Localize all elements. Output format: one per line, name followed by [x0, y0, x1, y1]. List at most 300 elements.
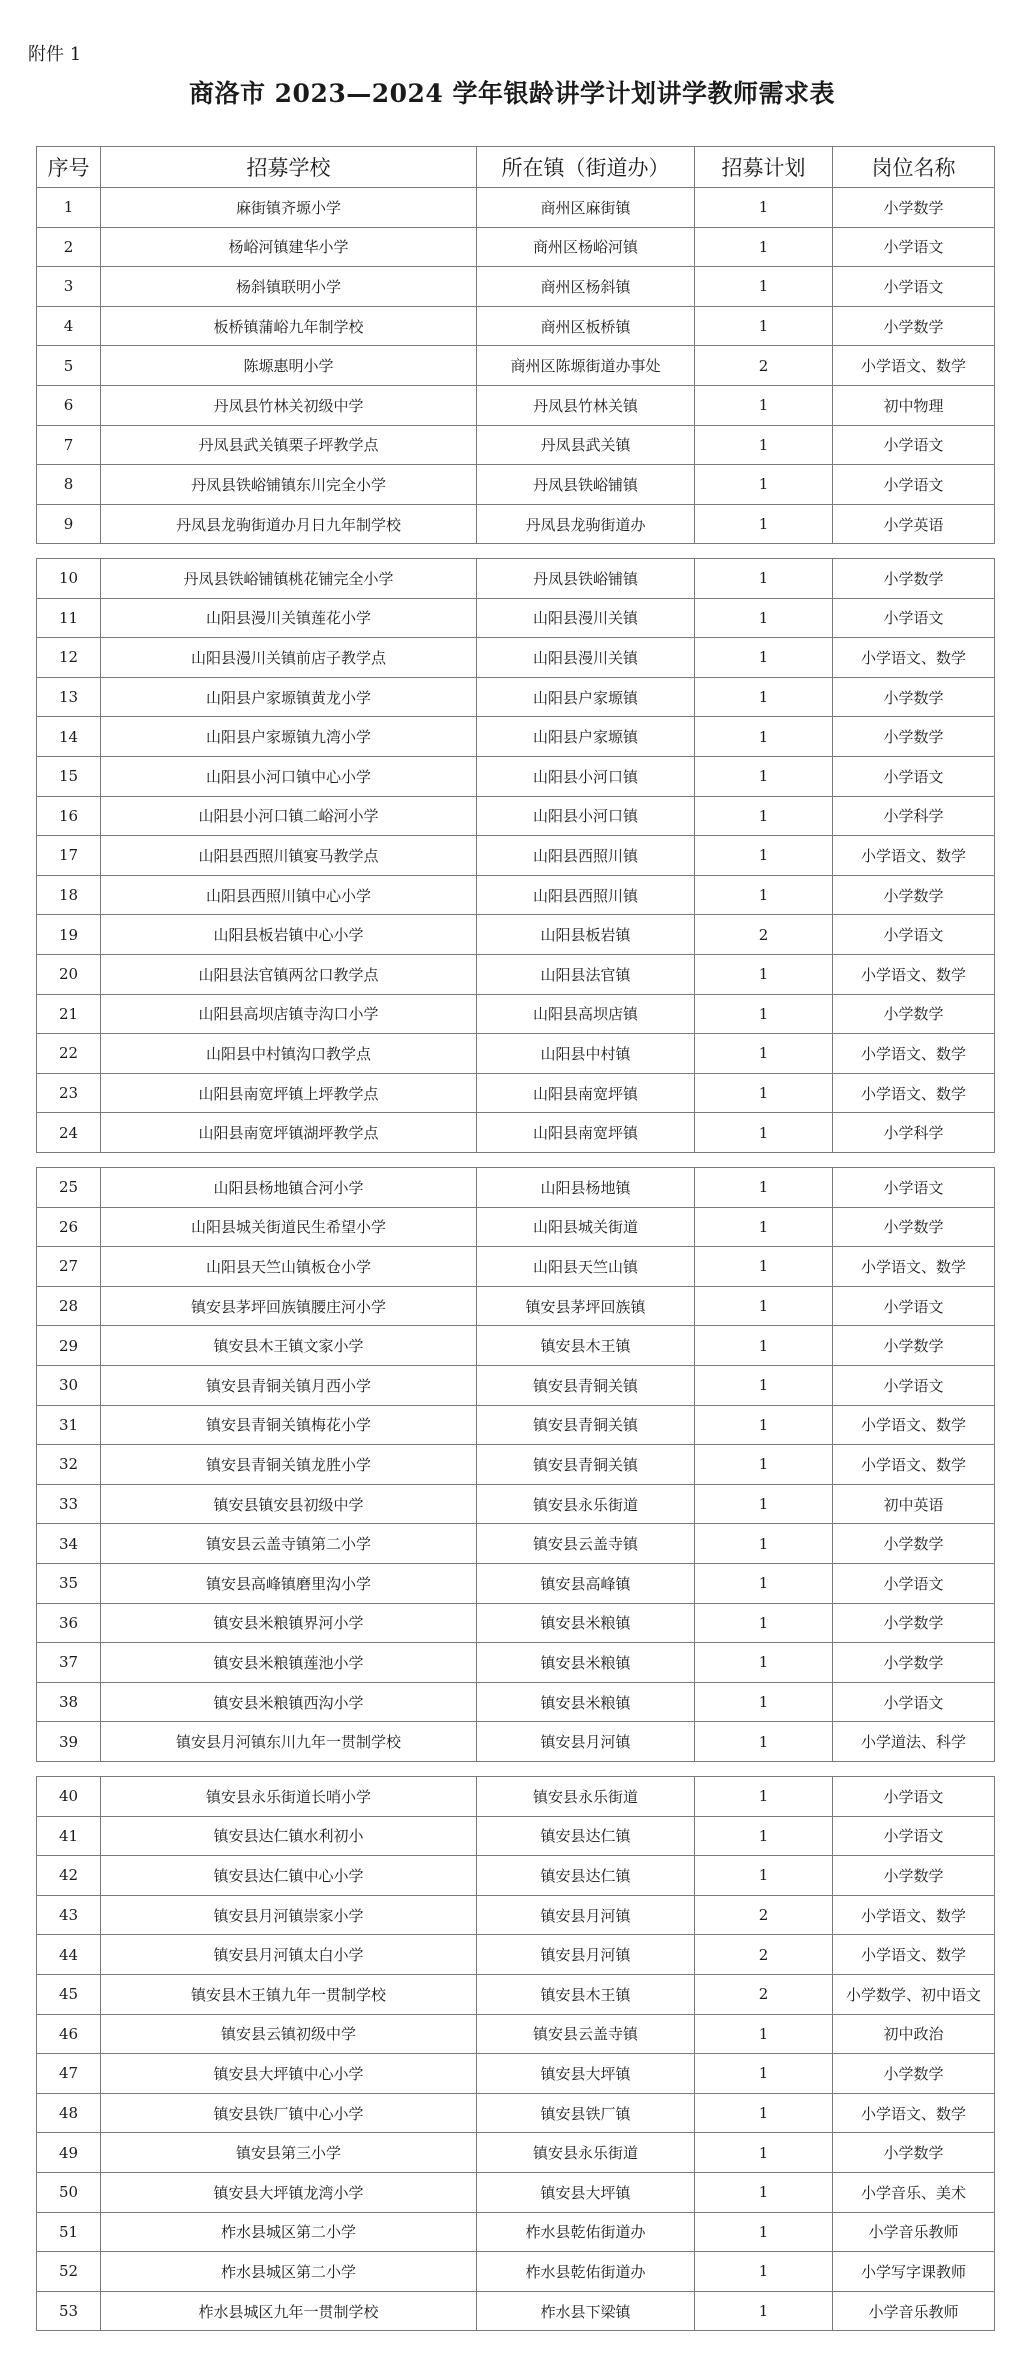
town-cell: 镇安县茅坪回族镇 — [477, 1286, 695, 1326]
plan-cell: 1 — [695, 2093, 833, 2133]
town-cell: 镇安县月河镇 — [477, 1935, 695, 1975]
town-cell: 山阳县天竺山镇 — [477, 1247, 695, 1287]
plan-cell: 2 — [695, 1935, 833, 1975]
town-cell: 商州区杨斜镇 — [477, 267, 695, 307]
school-cell: 丹凤县竹林关初级中学 — [101, 385, 477, 425]
plan-cell: 1 — [695, 1286, 833, 1326]
plan-cell: 1 — [695, 1247, 833, 1287]
position-cell: 小学语文 — [833, 1286, 995, 1326]
town-cell: 柞水县下梁镇 — [477, 2291, 695, 2331]
plan-cell: 1 — [695, 1365, 833, 1405]
position-cell: 小学语文 — [833, 1682, 995, 1722]
seq-cell: 10 — [37, 559, 101, 599]
plan-cell: 1 — [695, 227, 833, 267]
table-row — [37, 1484, 995, 1524]
table-row — [37, 1816, 995, 1856]
table-row — [37, 875, 995, 915]
plan-cell: 1 — [695, 756, 833, 796]
table-row — [37, 1168, 995, 1208]
table-row — [37, 425, 995, 465]
seq-cell: 12 — [37, 638, 101, 678]
town-cell: 镇安县米粮镇 — [477, 1643, 695, 1683]
school-cell: 镇安县镇安县初级中学 — [101, 1484, 477, 1524]
plan-cell: 1 — [695, 717, 833, 757]
table-row — [37, 1643, 995, 1683]
plan-cell: 1 — [695, 267, 833, 307]
town-cell: 山阳县西照川镇 — [477, 836, 695, 876]
position-cell: 小学数学 — [833, 994, 995, 1034]
seq-cell: 11 — [37, 598, 101, 638]
position-cell: 小学音乐教师 — [833, 2212, 995, 2252]
requirements-table-section — [36, 558, 995, 1153]
position-cell: 小学数学 — [833, 875, 995, 915]
plan-cell: 1 — [695, 2172, 833, 2212]
plan-cell: 1 — [695, 1326, 833, 1366]
position-cell: 小学语文、数学 — [833, 2093, 995, 2133]
town-cell: 商州区板桥镇 — [477, 306, 695, 346]
seq-cell: 4 — [37, 306, 101, 346]
plan-cell: 1 — [695, 1484, 833, 1524]
position-cell: 小学语文、数学 — [833, 1034, 995, 1074]
plan-cell: 1 — [695, 1207, 833, 1247]
position-cell: 小学英语 — [833, 504, 995, 544]
town-cell: 丹凤县武关镇 — [477, 425, 695, 465]
seq-cell: 39 — [37, 1722, 101, 1762]
plan-cell: 1 — [695, 1445, 833, 1485]
school-cell: 山阳县法官镇两岔口教学点 — [101, 954, 477, 994]
plan-cell: 1 — [695, 1563, 833, 1603]
seq-cell: 18 — [37, 875, 101, 915]
table-row — [37, 1777, 995, 1817]
school-cell: 丹凤县铁峪铺镇东川完全小学 — [101, 465, 477, 505]
seq-cell: 35 — [37, 1563, 101, 1603]
seq-cell: 42 — [37, 1856, 101, 1896]
town-cell: 丹凤县龙驹街道办 — [477, 504, 695, 544]
town-cell: 丹凤县铁峪铺镇 — [477, 465, 695, 505]
position-cell: 小学数学 — [833, 1856, 995, 1896]
table-row — [37, 1856, 995, 1896]
plan-cell: 1 — [695, 875, 833, 915]
column-header: 招募学校 — [101, 147, 477, 188]
position-cell: 小学数学 — [833, 188, 995, 228]
position-cell: 小学数学、初中语文 — [833, 1974, 995, 2014]
seq-cell: 1 — [37, 188, 101, 228]
table-row — [37, 306, 995, 346]
table-row — [37, 836, 995, 876]
plan-cell: 1 — [695, 1168, 833, 1208]
town-cell: 山阳县西照川镇 — [477, 875, 695, 915]
school-cell: 镇安县铁厂镇中心小学 — [101, 2093, 477, 2133]
plan-cell: 2 — [695, 1974, 833, 2014]
position-cell: 小学语文 — [833, 1563, 995, 1603]
town-cell: 山阳县南宽坪镇 — [477, 1113, 695, 1153]
seq-cell: 2 — [37, 227, 101, 267]
plan-cell: 1 — [695, 1113, 833, 1153]
school-cell: 杨峪河镇建华小学 — [101, 227, 477, 267]
column-header: 招募计划 — [695, 147, 833, 188]
table-row — [37, 1445, 995, 1485]
position-cell: 小学音乐、美术 — [833, 2172, 995, 2212]
table-row — [37, 465, 995, 505]
seq-cell: 22 — [37, 1034, 101, 1074]
plan-cell: 1 — [695, 1073, 833, 1113]
seq-cell: 20 — [37, 954, 101, 994]
school-cell: 山阳县小河口镇二峪河小学 — [101, 796, 477, 836]
school-cell: 山阳县杨地镇合河小学 — [101, 1168, 477, 1208]
plan-cell: 1 — [695, 2133, 833, 2173]
seq-cell: 43 — [37, 1895, 101, 1935]
table-row — [37, 598, 995, 638]
column-header: 序号 — [37, 147, 101, 188]
school-cell: 柞水县城区九年一贯制学校 — [101, 2291, 477, 2331]
table-row — [37, 504, 995, 544]
plan-cell: 1 — [695, 836, 833, 876]
school-cell: 山阳县小河口镇中心小学 — [101, 756, 477, 796]
town-cell: 镇安县木王镇 — [477, 1326, 695, 1366]
table-row — [37, 1405, 995, 1445]
school-cell: 镇安县米粮镇莲池小学 — [101, 1643, 477, 1683]
position-cell: 小学语文 — [833, 425, 995, 465]
seq-cell: 50 — [37, 2172, 101, 2212]
school-cell: 镇安县木王镇文家小学 — [101, 1326, 477, 1366]
town-cell: 山阳县户家塬镇 — [477, 717, 695, 757]
table-row — [37, 188, 995, 228]
town-cell: 山阳县杨地镇 — [477, 1168, 695, 1208]
seq-cell: 33 — [37, 1484, 101, 1524]
seq-cell: 25 — [37, 1168, 101, 1208]
seq-cell: 31 — [37, 1405, 101, 1445]
school-cell: 山阳县南宽坪镇湖坪教学点 — [101, 1113, 477, 1153]
seq-cell: 53 — [37, 2291, 101, 2331]
school-cell: 山阳县漫川关镇前店子教学点 — [101, 638, 477, 678]
page-title: 商洛市 2023—2024 学年银龄讲学计划讲学教师需求表 — [188, 79, 836, 108]
table-row — [37, 267, 995, 307]
plan-cell: 1 — [695, 2054, 833, 2094]
plan-cell: 1 — [695, 1777, 833, 1817]
town-cell: 山阳县板岩镇 — [477, 915, 695, 955]
table-row — [37, 2054, 995, 2094]
plan-cell: 1 — [695, 465, 833, 505]
plan-cell: 1 — [695, 1643, 833, 1683]
position-cell: 小学数学 — [833, 306, 995, 346]
requirements-table-section — [36, 146, 995, 544]
seq-cell: 6 — [37, 385, 101, 425]
seq-cell: 5 — [37, 346, 101, 386]
town-cell: 镇安县大坪镇 — [477, 2172, 695, 2212]
table-row — [37, 346, 995, 386]
plan-cell: 1 — [695, 1816, 833, 1856]
town-cell: 镇安县米粮镇 — [477, 1603, 695, 1643]
table-row — [37, 1974, 995, 2014]
position-cell: 小学语文 — [833, 227, 995, 267]
position-cell: 小学数学 — [833, 1524, 995, 1564]
requirements-table-section — [36, 1167, 995, 1762]
seq-cell: 40 — [37, 1777, 101, 1817]
town-cell: 镇安县青铜关镇 — [477, 1365, 695, 1405]
position-cell: 小学数学 — [833, 2133, 995, 2173]
table-row — [37, 2252, 995, 2292]
town-cell: 镇安县青铜关镇 — [477, 1405, 695, 1445]
school-cell: 镇安县月河镇太白小学 — [101, 1935, 477, 1975]
position-cell: 小学语文 — [833, 915, 995, 955]
plan-cell: 1 — [695, 1405, 833, 1445]
school-cell: 镇安县永乐街道长哨小学 — [101, 1777, 477, 1817]
position-cell: 小学数学 — [833, 1326, 995, 1366]
plan-cell: 1 — [695, 598, 833, 638]
seq-cell: 24 — [37, 1113, 101, 1153]
table-row — [37, 994, 995, 1034]
school-cell: 镇安县大坪镇龙湾小学 — [101, 2172, 477, 2212]
plan-cell: 1 — [695, 2252, 833, 2292]
town-cell: 柞水县乾佑街道办 — [477, 2212, 695, 2252]
school-cell: 镇安县茅坪回族镇腰庄河小学 — [101, 1286, 477, 1326]
seq-cell: 48 — [37, 2093, 101, 2133]
position-cell: 小学语文、数学 — [833, 836, 995, 876]
seq-cell: 47 — [37, 2054, 101, 2094]
town-cell: 山阳县小河口镇 — [477, 796, 695, 836]
town-cell: 镇安县永乐街道 — [477, 1777, 695, 1817]
seq-cell: 23 — [37, 1073, 101, 1113]
table-row — [37, 2093, 995, 2133]
plan-cell: 2 — [695, 1895, 833, 1935]
table-row — [37, 1326, 995, 1366]
seq-cell: 7 — [37, 425, 101, 465]
seq-cell: 15 — [37, 756, 101, 796]
seq-cell: 38 — [37, 1682, 101, 1722]
position-cell: 小学语文、数学 — [833, 346, 995, 386]
position-cell: 小学语文、数学 — [833, 1247, 995, 1287]
plan-cell: 1 — [695, 1034, 833, 1074]
table-row — [37, 559, 995, 599]
town-cell: 镇安县米粮镇 — [477, 1682, 695, 1722]
table-row — [37, 1365, 995, 1405]
school-cell: 山阳县西照川镇宴马教学点 — [101, 836, 477, 876]
school-cell: 镇安县木王镇九年一贯制学校 — [101, 1974, 477, 2014]
table-row — [37, 1247, 995, 1287]
position-cell: 初中英语 — [833, 1484, 995, 1524]
school-cell: 陈塬惠明小学 — [101, 346, 477, 386]
table-row — [37, 638, 995, 678]
position-cell: 小学语文、数学 — [833, 1935, 995, 1975]
position-cell: 小学数学 — [833, 1207, 995, 1247]
attachment-label: 附件 1 — [28, 44, 82, 65]
school-cell: 镇安县米粮镇界河小学 — [101, 1603, 477, 1643]
seq-cell: 13 — [37, 677, 101, 717]
school-cell: 镇安县青铜关镇梅花小学 — [101, 1405, 477, 1445]
town-cell: 丹凤县竹林关镇 — [477, 385, 695, 425]
seq-cell: 29 — [37, 1326, 101, 1366]
seq-cell: 46 — [37, 2014, 101, 2054]
position-cell: 小学语文、数学 — [833, 1405, 995, 1445]
position-cell: 小学写字课教师 — [833, 2252, 995, 2292]
school-cell: 山阳县户家塬镇黄龙小学 — [101, 677, 477, 717]
school-cell: 镇安县月河镇崇家小学 — [101, 1895, 477, 1935]
table-row — [37, 954, 995, 994]
school-cell: 丹凤县铁峪铺镇桃花铺完全小学 — [101, 559, 477, 599]
plan-cell: 1 — [695, 2291, 833, 2331]
school-cell: 山阳县板岩镇中心小学 — [101, 915, 477, 955]
table-row — [37, 1935, 995, 1975]
plan-cell: 1 — [695, 504, 833, 544]
table-row — [37, 2133, 995, 2173]
school-cell: 山阳县户家塬镇九湾小学 — [101, 717, 477, 757]
seq-cell: 49 — [37, 2133, 101, 2173]
school-cell: 镇安县月河镇东川九年一贯制学校 — [101, 1722, 477, 1762]
town-cell: 山阳县高坝店镇 — [477, 994, 695, 1034]
position-cell: 小学语文 — [833, 598, 995, 638]
plan-cell: 1 — [695, 306, 833, 346]
town-cell: 镇安县永乐街道 — [477, 2133, 695, 2173]
seq-cell: 3 — [37, 267, 101, 307]
town-cell: 山阳县中村镇 — [477, 1034, 695, 1074]
table-row — [37, 1603, 995, 1643]
seq-cell: 27 — [37, 1247, 101, 1287]
plan-cell: 1 — [695, 638, 833, 678]
school-cell: 山阳县天竺山镇板仓小学 — [101, 1247, 477, 1287]
town-cell: 镇安县永乐街道 — [477, 1484, 695, 1524]
plan-cell: 1 — [695, 188, 833, 228]
position-cell: 小学语文、数学 — [833, 1445, 995, 1485]
position-cell: 小学语文 — [833, 1168, 995, 1208]
position-cell: 小学科学 — [833, 1113, 995, 1153]
table-row — [37, 2172, 995, 2212]
position-cell: 小学数学 — [833, 1643, 995, 1683]
plan-cell: 1 — [695, 1524, 833, 1564]
requirements-table-section — [36, 1776, 995, 2331]
plan-cell: 1 — [695, 796, 833, 836]
plan-cell: 1 — [695, 385, 833, 425]
school-cell: 镇安县云镇初级中学 — [101, 2014, 477, 2054]
town-cell: 镇安县大坪镇 — [477, 2054, 695, 2094]
table-header-row — [37, 147, 995, 188]
town-cell: 镇安县铁厂镇 — [477, 2093, 695, 2133]
town-cell: 山阳县城关街道 — [477, 1207, 695, 1247]
position-cell: 小学语文 — [833, 1816, 995, 1856]
town-cell: 镇安县云盖寺镇 — [477, 2014, 695, 2054]
town-cell: 镇安县木王镇 — [477, 1974, 695, 2014]
town-cell: 镇安县达仁镇 — [477, 1816, 695, 1856]
town-cell: 山阳县法官镇 — [477, 954, 695, 994]
seq-cell: 26 — [37, 1207, 101, 1247]
position-cell: 小学数学 — [833, 2054, 995, 2094]
plan-cell: 1 — [695, 2212, 833, 2252]
town-cell: 山阳县漫川关镇 — [477, 598, 695, 638]
seq-cell: 41 — [37, 1816, 101, 1856]
school-cell: 镇安县达仁镇中心小学 — [101, 1856, 477, 1896]
school-cell: 山阳县中村镇沟口教学点 — [101, 1034, 477, 1074]
school-cell: 山阳县漫川关镇莲花小学 — [101, 598, 477, 638]
position-cell: 初中物理 — [833, 385, 995, 425]
seq-cell: 34 — [37, 1524, 101, 1564]
town-cell: 镇安县达仁镇 — [477, 1856, 695, 1896]
school-cell: 山阳县城关街道民生希望小学 — [101, 1207, 477, 1247]
position-cell: 小学音乐教师 — [833, 2291, 995, 2331]
town-cell: 山阳县户家塬镇 — [477, 677, 695, 717]
plan-cell: 1 — [695, 2014, 833, 2054]
school-cell: 镇安县米粮镇西沟小学 — [101, 1682, 477, 1722]
position-cell: 小学语文 — [833, 465, 995, 505]
school-cell: 镇安县达仁镇水利初小 — [101, 1816, 477, 1856]
plan-cell: 1 — [695, 954, 833, 994]
plan-cell: 2 — [695, 346, 833, 386]
position-cell: 小学道法、科学 — [833, 1722, 995, 1762]
table-row — [37, 1895, 995, 1935]
seq-cell: 51 — [37, 2212, 101, 2252]
seq-cell: 28 — [37, 1286, 101, 1326]
table-row — [37, 1034, 995, 1074]
town-cell: 山阳县小河口镇 — [477, 756, 695, 796]
town-cell: 商州区麻街镇 — [477, 188, 695, 228]
seq-cell: 52 — [37, 2252, 101, 2292]
school-cell: 丹凤县龙驹街道办月日九年制学校 — [101, 504, 477, 544]
plan-cell: 2 — [695, 915, 833, 955]
seq-cell: 37 — [37, 1643, 101, 1683]
town-cell: 山阳县南宽坪镇 — [477, 1073, 695, 1113]
school-cell: 山阳县西照川镇中心小学 — [101, 875, 477, 915]
position-cell: 小学语文 — [833, 756, 995, 796]
seq-cell: 17 — [37, 836, 101, 876]
table-row — [37, 1563, 995, 1603]
school-cell: 镇安县青铜关镇龙胜小学 — [101, 1445, 477, 1485]
table-row — [37, 717, 995, 757]
school-cell: 丹凤县武关镇栗子坪教学点 — [101, 425, 477, 465]
seq-cell: 16 — [37, 796, 101, 836]
table-row — [37, 1113, 995, 1153]
school-cell: 山阳县南宽坪镇上坪教学点 — [101, 1073, 477, 1113]
seq-cell: 21 — [37, 994, 101, 1034]
town-cell: 镇安县月河镇 — [477, 1895, 695, 1935]
seq-cell: 44 — [37, 1935, 101, 1975]
town-cell: 镇安县青铜关镇 — [477, 1445, 695, 1485]
position-cell: 小学数学 — [833, 677, 995, 717]
position-cell: 小学语文 — [833, 1365, 995, 1405]
column-header: 所在镇（街道办） — [477, 147, 695, 188]
school-cell: 山阳县高坝店镇寺沟口小学 — [101, 994, 477, 1034]
seq-cell: 45 — [37, 1974, 101, 2014]
table-row — [37, 1286, 995, 1326]
position-cell: 小学数学 — [833, 717, 995, 757]
plan-cell: 1 — [695, 1682, 833, 1722]
position-cell: 小学语文 — [833, 1777, 995, 1817]
town-cell: 镇安县云盖寺镇 — [477, 1524, 695, 1564]
table-row — [37, 2014, 995, 2054]
position-cell: 小学语文、数学 — [833, 638, 995, 678]
school-cell: 镇安县云盖寺镇第二小学 — [101, 1524, 477, 1564]
school-cell: 镇安县青铜关镇月西小学 — [101, 1365, 477, 1405]
school-cell: 镇安县高峰镇磨里沟小学 — [101, 1563, 477, 1603]
school-cell: 杨斜镇联明小学 — [101, 267, 477, 307]
table-row — [37, 227, 995, 267]
plan-cell: 1 — [695, 677, 833, 717]
seq-cell: 36 — [37, 1603, 101, 1643]
seq-cell: 9 — [37, 504, 101, 544]
seq-cell: 30 — [37, 1365, 101, 1405]
table-row — [37, 1722, 995, 1762]
table-row — [37, 1073, 995, 1113]
position-cell: 小学数学 — [833, 1603, 995, 1643]
position-cell: 小学语文、数学 — [833, 1073, 995, 1113]
table-row — [37, 1207, 995, 1247]
school-cell: 柞水县城区第二小学 — [101, 2252, 477, 2292]
table-row — [37, 677, 995, 717]
seq-cell: 14 — [37, 717, 101, 757]
town-cell: 柞水县乾佑街道办 — [477, 2252, 695, 2292]
plan-cell: 1 — [695, 425, 833, 465]
position-cell: 小学语文 — [833, 267, 995, 307]
seq-cell: 19 — [37, 915, 101, 955]
position-cell: 小学科学 — [833, 796, 995, 836]
column-header: 岗位名称 — [833, 147, 995, 188]
